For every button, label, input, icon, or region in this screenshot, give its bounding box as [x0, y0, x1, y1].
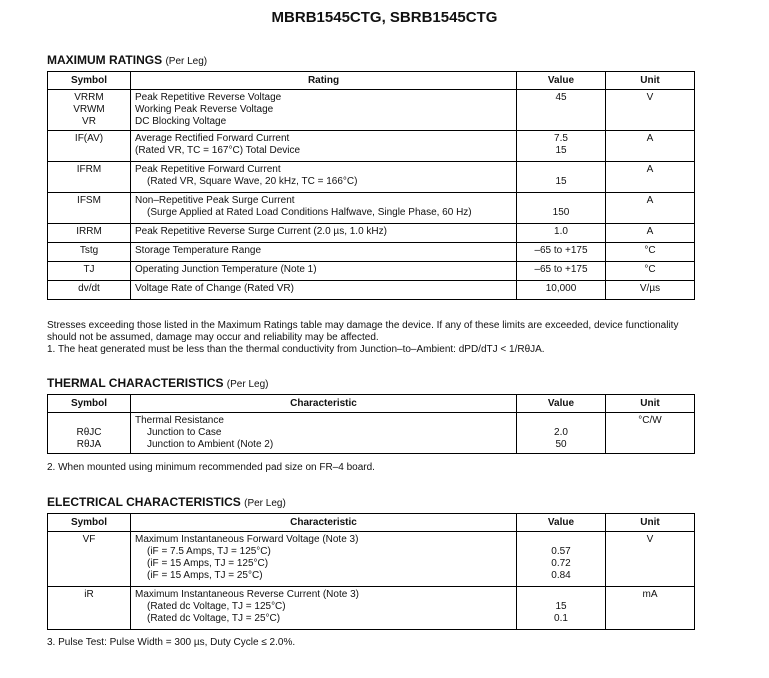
- symbol-cell: RθJC RθJA: [48, 413, 131, 454]
- table-row: [48, 131, 695, 162]
- value-cell: 15 0.1: [517, 587, 606, 630]
- table-row: [48, 193, 695, 224]
- table-row: [48, 262, 695, 281]
- symbol-cell: VF: [48, 532, 131, 587]
- header-unit: Unit: [606, 72, 695, 90]
- max-ratings-subtitle: (Per Leg): [165, 56, 208, 67]
- footnote-1: 1. The heat generated must be less than the thermal conductivity from Junction–to–Ambient: dPD/dTJ < 1/RθJA.: [47, 344, 545, 355]
- header-characteristic: Characteristic: [131, 514, 517, 532]
- footnote-3: 3. Pulse Test: Pulse Width = 300 µs, Duty Cycle ≤ 2.0%.: [47, 637, 296, 648]
- electrical-table: [47, 513, 695, 630]
- symbol-cell: IRRM: [48, 224, 131, 243]
- value-cell: 45: [517, 90, 606, 131]
- unit-cell: °C/W: [606, 413, 695, 454]
- thermal-subtitle: (Per Leg): [226, 379, 269, 390]
- unit-cell: A: [606, 224, 695, 243]
- max-ratings-heading: [47, 53, 207, 67]
- symbol-cell: IFSM: [48, 193, 131, 224]
- table-row: [48, 587, 695, 630]
- unit-cell: A: [606, 131, 695, 162]
- header-unit: Unit: [606, 514, 695, 532]
- stress-note-line1: Stresses exceeding those listed in the Maximum Ratings table may damage the device. If any of these limits are exceeded, device functionality: [47, 320, 679, 331]
- document-title: MBRB1545CTG, SBRB1545CTG: [271, 9, 498, 26]
- value-cell: –65 to +175: [517, 243, 606, 262]
- header-symbol: Symbol: [48, 72, 131, 90]
- thermal-heading: [47, 376, 268, 390]
- rating-cell: Storage Temperature Range: [131, 243, 517, 262]
- symbol-cell: TJ: [48, 262, 131, 281]
- unit-cell: mA: [606, 587, 695, 630]
- symbol-cell: IF(AV): [48, 131, 131, 162]
- symbol-cell: dv/dt: [48, 281, 131, 300]
- table-header-row: [48, 72, 695, 90]
- rating-cell: Operating Junction Temperature (Note 1): [131, 262, 517, 281]
- header-symbol: Symbol: [48, 514, 131, 532]
- symbol-cell: iR: [48, 587, 131, 630]
- stress-note-line2: should not be assumed, damage may occur and reliability may be affected.: [47, 332, 379, 343]
- characteristic-cell: Thermal Resistance Junction to Case Junction to Ambient (Note 2): [131, 413, 517, 454]
- table-header-row: [48, 395, 695, 413]
- electrical-title: ELECTRICAL CHARACTERISTICS: [47, 495, 241, 509]
- symbol-cell: VRRM VRWM VR: [48, 90, 131, 131]
- table-row: [48, 162, 695, 193]
- unit-cell: °C: [606, 262, 695, 281]
- characteristic-cell: Maximum Instantaneous Reverse Current (Note 3) (Rated dc Voltage, TJ = 125°C) (Rated dc Voltage, TJ = 25°C): [131, 587, 517, 630]
- rating-cell: Voltage Rate of Change (Rated VR): [131, 281, 517, 300]
- header-unit: Unit: [606, 395, 695, 413]
- rating-cell: Peak Repetitive Reverse Voltage Working Peak Reverse Voltage DC Blocking Voltage: [131, 90, 517, 131]
- header-rating: Rating: [131, 72, 517, 90]
- max-ratings-title: MAXIMUM RATINGS: [47, 53, 163, 67]
- unit-cell: V: [606, 532, 695, 587]
- value-cell: 10,000: [517, 281, 606, 300]
- rating-cell: Peak Repetitive Forward Current (Rated VR, Square Wave, 20 kHz, TC = 166°C): [131, 162, 517, 193]
- max-ratings-table: [47, 71, 695, 300]
- electrical-heading: [47, 495, 286, 509]
- unit-cell: A: [606, 162, 695, 193]
- table-row: [48, 532, 695, 587]
- header-value: Value: [517, 72, 606, 90]
- rating-cell: Peak Repetitive Reverse Surge Current (2.0 µs, 1.0 kHz): [131, 224, 517, 243]
- unit-cell: A: [606, 193, 695, 224]
- symbol-cell: IFRM: [48, 162, 131, 193]
- unit-cell: V: [606, 90, 695, 131]
- table-header-row: [48, 514, 695, 532]
- table-row: [48, 281, 695, 300]
- value-cell: 2.0 50: [517, 413, 606, 454]
- value-cell: 7.5 15: [517, 131, 606, 162]
- rating-cell: Non–Repetitive Peak Surge Current (Surge Applied at Rated Load Conditions Halfwave, Single Phase, 60 Hz): [131, 193, 517, 224]
- header-value: Value: [517, 514, 606, 532]
- header-value: Value: [517, 395, 606, 413]
- value-cell: 1.0: [517, 224, 606, 243]
- max-ratings-notes: [47, 320, 707, 356]
- characteristic-cell: Maximum Instantaneous Forward Voltage (Note 3) (iF = 7.5 Amps, TJ = 125°C) (iF = 15 Amps, TJ = 125°C) (iF = 15 Amps, TJ = 25°C): [131, 532, 517, 587]
- table-row: [48, 243, 695, 262]
- symbol-cell: Tstg: [48, 243, 131, 262]
- table-row: [48, 90, 695, 131]
- unit-cell: V/µs: [606, 281, 695, 300]
- rating-cell: Average Rectified Forward Current (Rated VR, TC = 167°C) Total Device: [131, 131, 517, 162]
- table-row: [48, 224, 695, 243]
- thermal-title: THERMAL CHARACTERISTICS: [47, 376, 224, 390]
- thermal-table: [47, 394, 695, 454]
- value-cell: 15: [517, 162, 606, 193]
- table-row: [48, 413, 695, 454]
- value-cell: –65 to +175: [517, 262, 606, 281]
- unit-cell: °C: [606, 243, 695, 262]
- header-characteristic: Characteristic: [131, 395, 517, 413]
- header-symbol: Symbol: [48, 395, 131, 413]
- value-cell: 0.57 0.72 0.84: [517, 532, 606, 587]
- footnote-2: 2. When mounted using minimum recommended pad size on FR–4 board.: [47, 462, 375, 473]
- value-cell: 150: [517, 193, 606, 224]
- electrical-subtitle: (Per Leg): [244, 498, 286, 509]
